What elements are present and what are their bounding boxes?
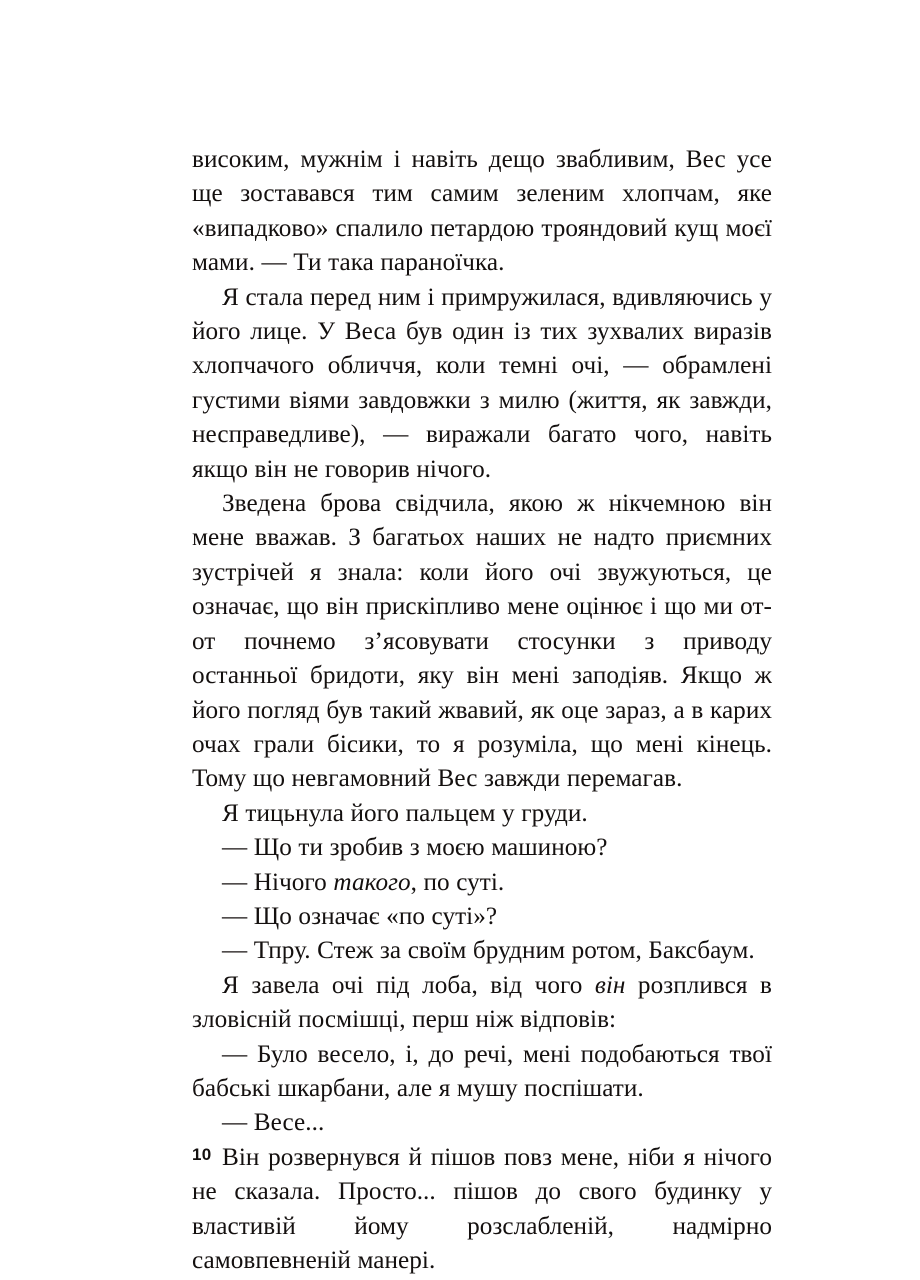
emphasis-word: він [594,971,626,999]
dialogue-line: — Весе... [222,1109,325,1137]
page-number: 10 [192,1145,212,1164]
dialogue-line [192,866,772,900]
dialogue-line: — Що ти зробив з моєю машиною? [222,834,608,862]
paragraph-text-prefix: Я завела очі під лоба, від чого [222,971,595,999]
paragraph: Я тицьнула його пальцем у груди. [222,799,588,827]
dialogue-text-prefix: — Нічого [222,868,334,896]
dialogue-line: — Тпру. Стеж за своїм брудним ротом, Баксбаум. [222,937,755,965]
dialogue-line: — Що означає «по суті»? [222,902,498,930]
body-text-block [192,143,772,1278]
paragraph [192,969,772,1038]
paragraph: Зведена брова свідчила, якою ж нікчемною він мене вважав. З багатьох наших не надто приємних зустрічей я знала: коли його очі звужуються, це означає, що він прискіпливо мене оцінює і що ми от-от почнемо з’ясовувати стосунки з приводу останньої бридоти, яку він мені заподіяв. Якщо ж його погляд був такий жвавий, як оце зараз, а в карих очах грали бісики, то я розуміла, що мені кінець. Тому що невгамовний Вес завжди перемагав. [192,490,772,793]
paragraph-continuation: високим, мужнім і навіть дещо звабливим, Вес усе ще зоставався тим самим зеленим хлопчам, яке «випадково» спалило петардою трояндовий кущ моєї мами. — Ти така параноїчка. [192,146,772,277]
dialogue-text-suffix: , по суті. [410,868,505,896]
emphasis-word: такого [333,868,411,896]
paragraph-text-suffix: розплився в зловісній посмішці, перш ніж відповів: [192,971,772,1034]
paragraph: Я стала перед ним і примружилася, вдивляючись у його лице. У Веса був один із тих зухвалих виразів хлопчачого обличчя, коли темні очі, — обрамлені густими віями завдовжки з милю (життя, як завжди, несправедливе), — виражали багато чого, навіть якщо він не говорив нічого. [192,283,772,483]
paragraph: Він розвернувся й пішов повз мене, ніби я нічого не сказала. Просто... пішов до свого будинку у властивій йому розслабленій, надмірно самовпевненій манері. [192,1143,772,1274]
dialogue-line: — Було весело, і, до речі, мені подобаються твої бабські шкарбани, але я мушу поспішати. [192,1040,772,1102]
